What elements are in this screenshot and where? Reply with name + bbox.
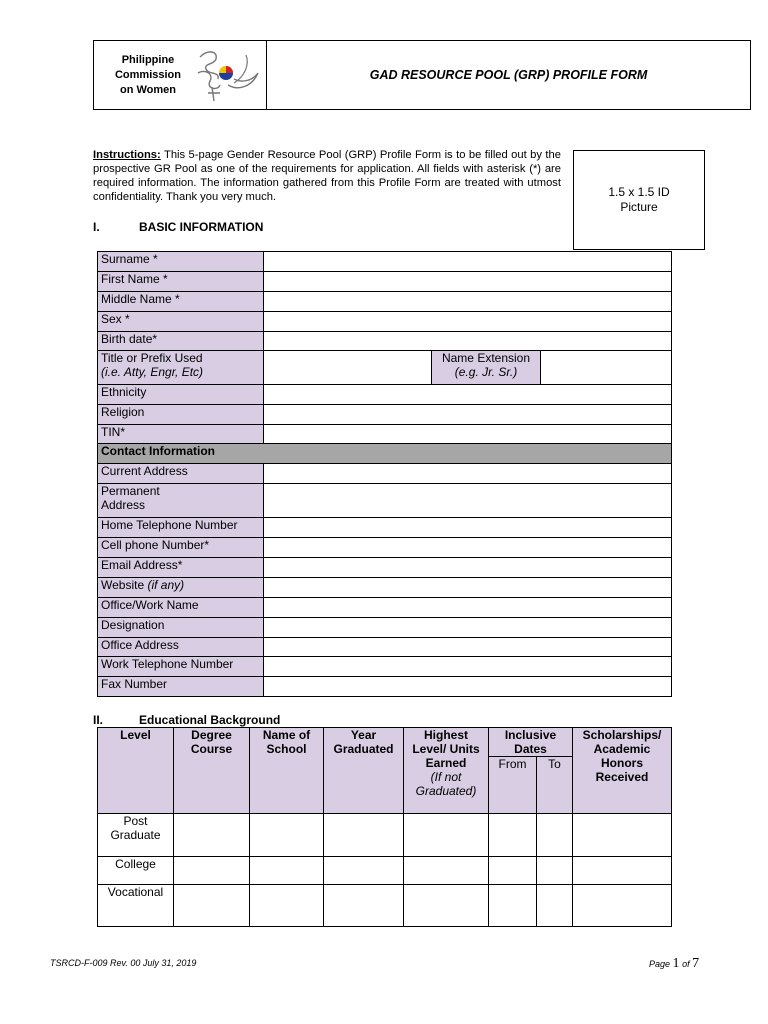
birth-date-label: Birth date* xyxy=(98,332,264,351)
school-cell[interactable] xyxy=(250,885,324,927)
current-address-field[interactable] xyxy=(264,464,672,484)
page-number: 1 xyxy=(672,956,680,971)
educational-background-table xyxy=(97,727,672,927)
page-indicator xyxy=(649,956,699,972)
permanent-address-field[interactable] xyxy=(264,484,672,518)
of-label: of xyxy=(682,959,690,969)
from-cell[interactable] xyxy=(489,814,537,857)
organization-name xyxy=(102,53,194,98)
form-title: GAD RESOURCE POOL (GRP) PROFILE FORM xyxy=(369,68,648,82)
middle-name-field[interactable] xyxy=(264,292,672,312)
office-address-label: Office Address xyxy=(98,638,264,657)
website-hint: (if any) xyxy=(147,578,185,592)
page-total: 7 xyxy=(692,956,700,971)
contact-information-header-row xyxy=(98,444,672,464)
school-cell[interactable] xyxy=(250,857,324,885)
title-prefix-field[interactable] xyxy=(264,351,432,385)
year-cell[interactable] xyxy=(324,885,404,927)
website-field[interactable] xyxy=(264,578,672,598)
office-name-label: Office/Work Name xyxy=(98,598,264,618)
designation-label: Designation xyxy=(98,618,264,638)
org-name-line-1: Philippine xyxy=(121,54,175,66)
id-picture-box[interactable] xyxy=(573,150,705,250)
table-row xyxy=(98,885,672,927)
honors-header: Scholarships/ Academic Honors Received xyxy=(573,728,672,814)
table-row xyxy=(98,657,672,677)
page-label: Page xyxy=(649,959,671,969)
table-row xyxy=(98,857,672,885)
form-code: TSRCD-F-009 Rev. 00 July 31, 2019 xyxy=(50,958,197,968)
email-label: Email Address* xyxy=(98,558,264,578)
office-address-field[interactable] xyxy=(264,638,672,657)
contact-information-header: Contact Information xyxy=(98,444,672,464)
website-label xyxy=(98,578,264,598)
table-row xyxy=(98,638,672,657)
birth-date-field[interactable] xyxy=(264,332,672,351)
table-row xyxy=(98,385,672,405)
sex-label: Sex * xyxy=(98,312,264,332)
from-cell[interactable] xyxy=(489,857,537,885)
highest-level-note: (If not Graduated) xyxy=(415,770,477,798)
sex-field[interactable] xyxy=(264,312,672,332)
tin-field[interactable] xyxy=(264,425,672,444)
table-row xyxy=(98,252,672,272)
table-row xyxy=(98,618,672,638)
work-telephone-label: Work Telephone Number xyxy=(98,657,264,677)
table-row xyxy=(98,814,672,857)
highest-level-cell[interactable] xyxy=(404,885,489,927)
section-title: Educational Background xyxy=(139,713,281,727)
permanent-address-line-2: Address xyxy=(101,498,146,512)
org-name-line-3: on Women xyxy=(119,84,176,96)
honors-cell[interactable] xyxy=(573,857,672,885)
ethnicity-field[interactable] xyxy=(264,385,672,405)
fax-number-label: Fax Number xyxy=(98,677,264,697)
table-row xyxy=(98,484,672,518)
home-telephone-label: Home Telephone Number xyxy=(98,518,264,538)
table-row xyxy=(98,598,672,618)
website-text: Website xyxy=(101,578,148,592)
first-name-field[interactable] xyxy=(264,272,672,292)
section-number: I. xyxy=(93,220,100,234)
degree-cell[interactable] xyxy=(174,814,250,857)
title-prefix-label xyxy=(98,351,264,385)
designation-field[interactable] xyxy=(264,618,672,638)
religion-label: Religion xyxy=(98,405,264,425)
to-cell[interactable] xyxy=(537,885,573,927)
table-header-row xyxy=(98,728,672,757)
table-row xyxy=(98,464,672,484)
instructions-lead: Instructions: xyxy=(93,149,161,161)
cell-phone-field[interactable] xyxy=(264,538,672,558)
first-name-label: First Name * xyxy=(98,272,264,292)
table-row xyxy=(98,425,672,444)
title-prefix-text: Title or Prefix Used xyxy=(101,351,203,365)
level-college: College xyxy=(98,857,174,885)
cell-phone-label: Cell phone Number* xyxy=(98,538,264,558)
honors-cell[interactable] xyxy=(573,885,672,927)
ethnicity-label: Ethnicity xyxy=(98,385,264,405)
current-address-label: Current Address xyxy=(98,464,264,484)
table-row xyxy=(98,312,672,332)
title-prefix-hint: (i.e. Atty, Engr, Etc) xyxy=(101,365,204,379)
school-name-header: Name of School xyxy=(250,728,324,814)
name-extension-label xyxy=(432,351,541,385)
name-extension-text: Name Extension xyxy=(441,351,531,365)
name-extension-hint: (e.g. Jr. Sr.) xyxy=(454,365,518,379)
office-name-field[interactable] xyxy=(264,598,672,618)
table-row xyxy=(98,518,672,538)
honors-cell[interactable] xyxy=(573,814,672,857)
to-date-header: To xyxy=(537,757,573,814)
tin-label: TIN* xyxy=(98,425,264,444)
religion-field[interactable] xyxy=(264,405,672,425)
logo-block xyxy=(94,41,267,109)
surname-label: Surname * xyxy=(98,252,264,272)
level-post-graduate: Post Graduate xyxy=(98,814,174,857)
instructions-text: This 5-page Gender Resource Pool (GRP) Profile Form is to be filled out by the prospective GR Pool as one of the requirements for application. All fields with asterisk (*) are required information. The information gathered from this Profile Form are treated with utmost confidentiality. Thank you very much. xyxy=(93,149,561,203)
year-graduated-header: Year Graduated xyxy=(324,728,404,814)
email-field[interactable] xyxy=(264,558,672,578)
table-row xyxy=(98,405,672,425)
pcw-logo-icon xyxy=(194,47,264,105)
org-name-line-2: Commission xyxy=(114,69,181,81)
photo-label-line-1: 1.5 x 1.5 ID xyxy=(608,185,670,199)
level-header: Level xyxy=(98,728,174,814)
table-row xyxy=(98,332,672,351)
table-row xyxy=(98,272,672,292)
to-cell[interactable] xyxy=(537,814,573,857)
level-vocational: Vocational xyxy=(98,885,174,927)
school-cell[interactable] xyxy=(250,814,324,857)
degree-cell[interactable] xyxy=(174,857,250,885)
fax-number-field[interactable] xyxy=(264,677,672,697)
name-extension-field[interactable] xyxy=(541,351,672,385)
work-telephone-field[interactable] xyxy=(264,657,672,677)
table-row xyxy=(98,292,672,312)
table-row xyxy=(98,538,672,558)
permanent-address-label xyxy=(98,484,264,518)
highest-level-header xyxy=(404,728,489,814)
to-cell[interactable] xyxy=(537,857,573,885)
table-row xyxy=(98,351,672,385)
home-telephone-field[interactable] xyxy=(264,518,672,538)
photo-label-line-2: Picture xyxy=(620,200,658,214)
degree-cell[interactable] xyxy=(174,885,250,927)
from-date-header: From xyxy=(489,757,537,814)
highest-level-cell[interactable] xyxy=(404,814,489,857)
highest-level-cell[interactable] xyxy=(404,857,489,885)
year-cell[interactable] xyxy=(324,814,404,857)
table-row xyxy=(98,578,672,598)
form-header xyxy=(93,40,751,110)
degree-course-header: Degree Course xyxy=(174,728,250,814)
section-educational-background-heading xyxy=(93,713,280,727)
section-number: II. xyxy=(93,713,104,727)
instructions-paragraph xyxy=(93,148,561,204)
table-row xyxy=(98,558,672,578)
highest-level-text: Highest Level/ Units Earned xyxy=(412,728,480,770)
from-cell[interactable] xyxy=(489,885,537,927)
permanent-address-line-1: Permanent xyxy=(101,484,160,498)
year-cell[interactable] xyxy=(324,857,404,885)
table-row xyxy=(98,677,672,697)
surname-field[interactable] xyxy=(264,252,672,272)
section-basic-information-heading xyxy=(93,220,263,234)
inclusive-dates-header: Inclusive Dates xyxy=(489,728,573,757)
section-title: BASIC INFORMATION xyxy=(139,220,264,234)
middle-name-label: Middle Name * xyxy=(98,292,264,312)
basic-information-table xyxy=(97,251,672,697)
